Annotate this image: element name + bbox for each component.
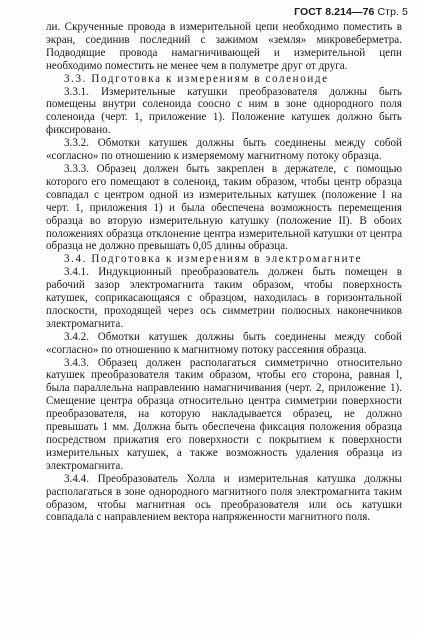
page-header (294, 6, 408, 18)
paragraph-3-3-3: 3.3.3. Образец должен быть закреплен в держателе, с помощью которого его помещают в соленоид, таким образом, чтобы центр образца совпадал с центром одной из измерительных катушек (положение I на черт. 1, приложения 1) и была обеспечена возможность перемещения образца во вторую измерительную катушку (положение II). В обоих положениях образца отклонение центра измерительной катушки от центра образца не должно превышать 0,05 длины образца. (46, 162, 402, 253)
body-text (46, 21, 402, 524)
paragraph-3-3-2: 3.3.2. Обмотки катушек должны быть соединены между собой «согласно» по отношению к измеряемому магнитному потоку образца. (46, 137, 402, 163)
paragraph-3-4-1: 3.4.1. Индукционный преобразователь должен быть помещен в рабочий зазор электромагнита таким образом, чтобы поверхность катушек, соприкасающаяся с образцом, находилась в горизонтальной плоскости, проходящей через ось симметрии полюсных наконечников электромагнита. (46, 266, 402, 330)
section-heading-3-4: 3.4. Подготовка к измерениям в электромагните (64, 253, 363, 266)
paragraph-3-3-1: 3.3.1. Измерительные катушки преобразователя должны быть помещены внутри соленоида соосно с ним в зоне однородного поля соленоида (черт. 1, приложение 1). Положение катушек должно быть фиксировано. (46, 85, 402, 137)
paragraph-continuation: ли. Скрученные провода в измерительной цепи необходимо поместить в экран, соединив последний с зажимом «земля» микровеберметра. Подводящие провода намагничивающей и измерительной цепи необходимо поместить не менее чем в полуметре друг от друга. (46, 21, 402, 72)
standard-number: ГОСТ 8.214—76 (294, 6, 375, 18)
section-heading-3-3: 3.3. Подготовка к измерениям в соленоиде (64, 72, 329, 85)
paragraph-3-4-4: 3.4.4. Преобразователь Холла и измерительная катушка должны располагаться в зоне однородного магнитного поля электромагнита таким образом, чтобы магнитная ось преобразователя или ось катушки совпадала с направлением вектора напряженности магнитного поля. (46, 472, 402, 524)
paragraph-3-4-3: 3.4.3. Образец должен располагаться симметрично относительно катушек преобразователя таким образом, чтобы его сторона, равная l, была параллельна направлению намагничивания (черт. 2, приложение 1). Смещение центра образца относительно центра симметрии поверхности преобразователя, на которую накладывается образец, не должно превышать 1 мм. Должна быть обеспечена фиксация положения образца посредством прижатия его поверхности с покрытием к поверхности измерительных катушек, а также возможность удаления образца из электромагнита. (46, 356, 402, 472)
page-number: Стр. 5 (377, 6, 408, 18)
paragraph-3-4-2: 3.4.2. Обмотки катушек должны быть соединены между собой «согласно» по отношению к магнитному потоку рассеяния образца. (46, 330, 402, 356)
